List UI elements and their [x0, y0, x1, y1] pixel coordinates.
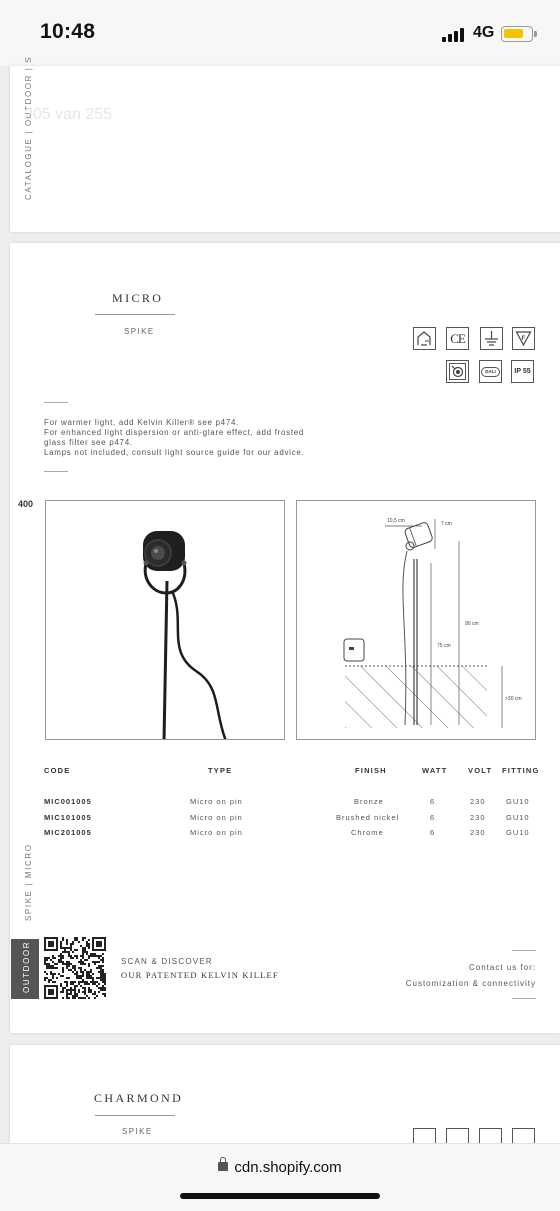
cell-code: MIC101005: [44, 813, 92, 822]
note-line: Lamps not included, consult light source guide for our advice.: [44, 448, 305, 457]
svg-text:F: F: [521, 336, 526, 342]
indoor-outdoor-icon: [413, 327, 436, 350]
cell-watt: 6: [430, 813, 436, 822]
home-indicator[interactable]: [180, 1193, 380, 1199]
cell-finish: Chrome: [351, 828, 384, 837]
dali-icon: [479, 360, 502, 383]
cell-volt: 230: [470, 813, 486, 822]
scan-label: SCAN & DISCOVER: [121, 957, 213, 966]
dimension-width: 10,5 cm: [387, 518, 405, 524]
url-display[interactable]: [0, 1159, 560, 1176]
section-tab-label: OUTDOOR: [22, 940, 31, 993]
notes-divider-top: [44, 402, 68, 403]
product-notes: [44, 418, 344, 458]
cell-type: Micro on pin: [190, 813, 243, 822]
cell-type: Micro on pin: [190, 828, 243, 837]
qr-code[interactable]: [44, 937, 106, 999]
catalogue-page-previous: [10, 66, 560, 232]
network-type: 4G: [473, 24, 495, 41]
next-title-divider: [95, 1115, 175, 1116]
class-ii-icon: [479, 1128, 502, 1144]
ip-rating-label: IP 55: [514, 368, 531, 375]
dimension-ground-depth: >30 cm: [505, 696, 522, 702]
cell-code: MIC201005: [44, 828, 92, 837]
cell-volt: 230: [470, 828, 486, 837]
cell-watt: 6: [430, 828, 436, 837]
note-line: For enhanced light dispersion or anti-glare effect, add frosted: [44, 428, 305, 437]
browser-url-bar[interactable]: [0, 1143, 560, 1211]
note-line: For warmer light, add Kelvin Killer® see p474.: [44, 418, 240, 427]
ce-mark-icon: [446, 327, 469, 350]
lock-icon: [218, 1162, 228, 1171]
title-divider: [95, 314, 175, 315]
ce-mark-icon: [446, 1128, 469, 1144]
product-subtitle: SPIKE: [124, 327, 155, 336]
indoor-outdoor-icon: [413, 1128, 436, 1144]
cell-type: Micro on pin: [190, 797, 243, 806]
contact-line-1: Contact us for:: [468, 963, 536, 972]
technical-drawing: [296, 500, 536, 740]
cellular-signal-icon: [442, 28, 464, 42]
cell-finish: Bronze: [354, 797, 384, 806]
page-number: 400: [18, 499, 34, 509]
product-title: MICRO: [112, 291, 164, 305]
cell-volt: 230: [470, 797, 486, 806]
f-mark-icon: [512, 327, 535, 350]
contact-divider-top: [512, 950, 536, 951]
page-side-label: SPIKE | MICRO: [24, 843, 33, 921]
cell-code: MIC001005: [44, 797, 92, 806]
contact-line-2: Customization & connectivity: [405, 979, 536, 988]
cell-watt: 6: [430, 797, 436, 806]
dimension-pole-height: 75 cm: [437, 643, 451, 649]
catalogue-page-charmond: [10, 1045, 560, 1145]
f-mark-icon: [512, 1128, 535, 1144]
earth-ground-icon: [480, 327, 503, 350]
product-photo: [45, 500, 285, 740]
lamp-icon: [446, 360, 469, 383]
spike-lamp-illustration: [46, 501, 285, 740]
ce-mark-label: CE: [450, 330, 465, 346]
page-counter: 205 van 255: [24, 106, 113, 123]
page-side-label: CATALOGUE | OUTDOOR | S: [24, 55, 33, 200]
next-product-title: CHARMOND: [94, 1091, 184, 1105]
contact-divider-bottom: [512, 998, 536, 999]
cell-fitting: GU10: [506, 828, 530, 837]
ip-rating-badge: [511, 360, 534, 383]
cell-fitting: GU10: [506, 797, 530, 806]
table-header-watt: WATT: [422, 766, 448, 775]
dimension-total-height: 90 cm: [465, 621, 479, 627]
note-line: glass filter see p474.: [44, 438, 133, 447]
table-header-code: CODE: [44, 766, 71, 775]
table-header-volt: VOLT: [468, 766, 493, 775]
cell-fitting: GU10: [506, 813, 530, 822]
notes-divider-bottom: [44, 471, 68, 472]
dimension-head: 7 cm: [441, 521, 452, 527]
status-time: 10:48: [40, 20, 96, 43]
dimension-drawing: [297, 501, 536, 740]
next-product-subtitle: SPIKE: [122, 1127, 153, 1136]
status-bar: [0, 0, 560, 66]
table-header-finish: FINISH: [355, 766, 387, 775]
battery-icon: [501, 26, 533, 42]
table-header-type: TYPE: [208, 766, 233, 775]
cell-finish: Brushed nickel: [336, 813, 400, 822]
table-header-fitting: FITTING: [502, 766, 540, 775]
scan-title: OUR PATENTED KELVIN KILLEF: [121, 970, 279, 980]
dali-label: DALI: [481, 367, 500, 377]
url-text: cdn.shopify.com: [234, 1159, 342, 1176]
